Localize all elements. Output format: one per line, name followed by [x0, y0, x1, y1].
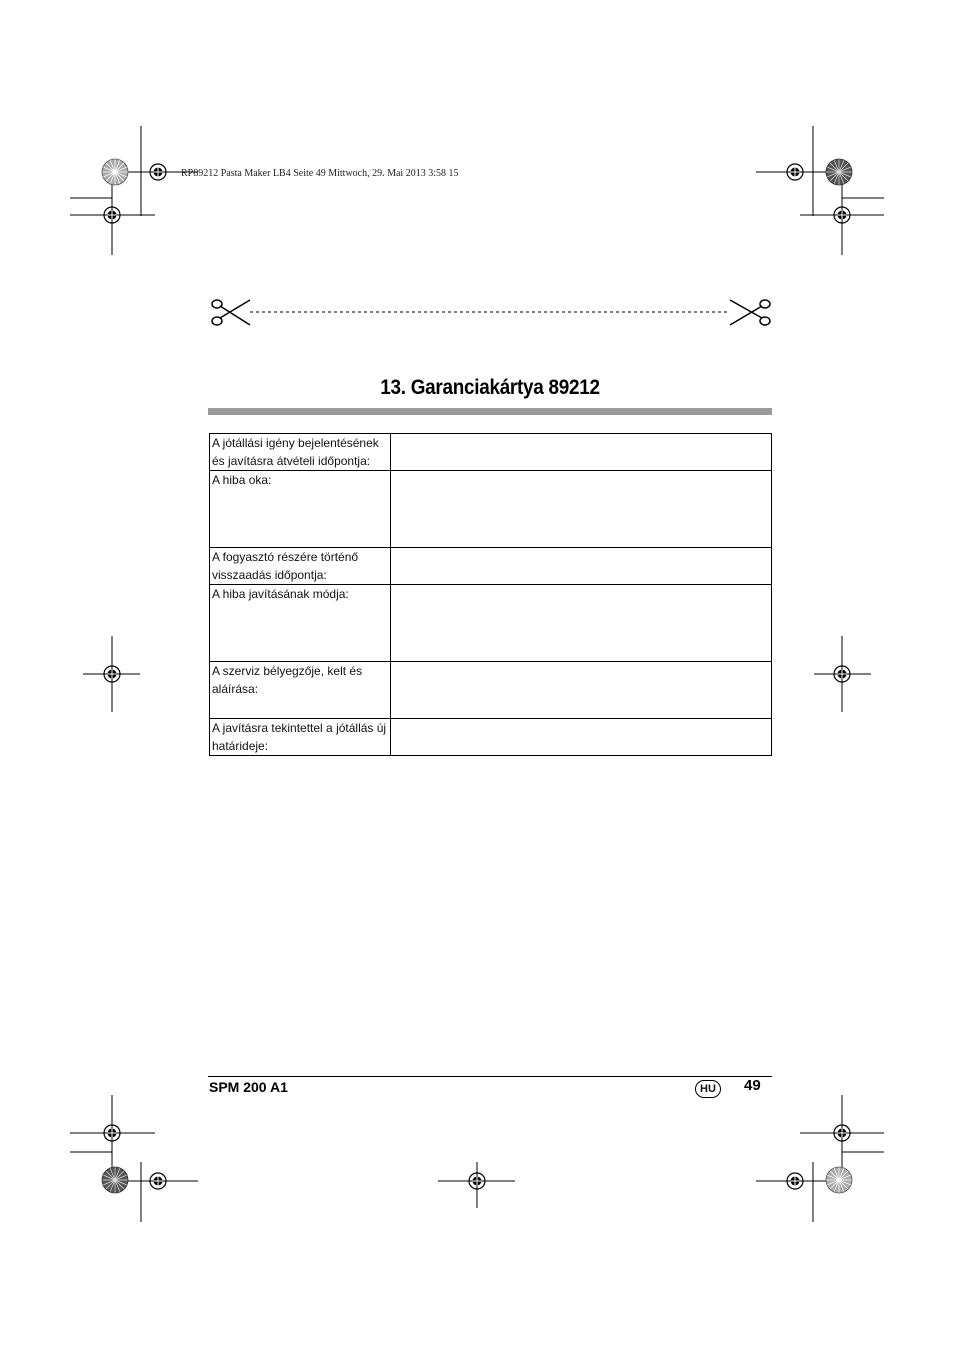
color-wheel-icon: [826, 159, 852, 185]
row-label: A jótállási igény bejelentésének és javításra átvételi időpontja:: [210, 434, 391, 471]
row-value-field: [391, 548, 772, 585]
registration-mark-icon: [70, 126, 198, 255]
registration-mark-icon: [83, 636, 140, 712]
registration-mark-icon: [70, 1095, 198, 1222]
row-value-field: [391, 662, 772, 719]
table-row: [210, 548, 772, 585]
title-rule: [208, 408, 772, 415]
color-wheel-icon: [102, 1167, 128, 1193]
table-row: [210, 434, 772, 471]
row-value-field: [391, 434, 772, 471]
row-label: A fogyasztó részére történő visszaadás időpontja:: [210, 548, 391, 585]
table-row: [210, 471, 772, 548]
scissors-icon: [730, 300, 770, 325]
row-label: A hiba oka:: [210, 471, 391, 548]
registration-mark-icon: [814, 636, 871, 712]
color-wheel-icon: [102, 159, 128, 185]
scissors-icon: [212, 300, 250, 325]
page-title: 13. Garanciakártya 89212: [380, 376, 600, 399]
row-label: A hiba javításának módja:: [210, 585, 391, 662]
print-header: RP89212 Pasta Maker LB4 Seite 49 Mittwoch, 29. Mai 2013 3:58 15: [181, 168, 459, 179]
warranty-table: [209, 433, 772, 756]
table-row: [210, 585, 772, 662]
registration-mark-icon: [438, 1162, 515, 1208]
footer-rule: [208, 1076, 772, 1077]
registration-mark-icon: [756, 126, 884, 255]
page-number: 49: [744, 1077, 761, 1094]
table-row: [210, 662, 772, 719]
row-value-field: [391, 471, 772, 548]
row-label: A szerviz bélyegzője, kelt és aláírása:: [210, 662, 391, 719]
registration-mark-icon: [756, 1095, 884, 1222]
row-label: A javításra tekintettel a jótállás új határideje:: [210, 719, 391, 756]
model-name: SPM 200 A1: [209, 1079, 288, 1095]
color-wheel-icon: [826, 1167, 852, 1193]
row-value-field: [391, 719, 772, 756]
language-badge: HU: [695, 1080, 721, 1098]
row-value-field: [391, 585, 772, 662]
table-row: [210, 719, 772, 756]
